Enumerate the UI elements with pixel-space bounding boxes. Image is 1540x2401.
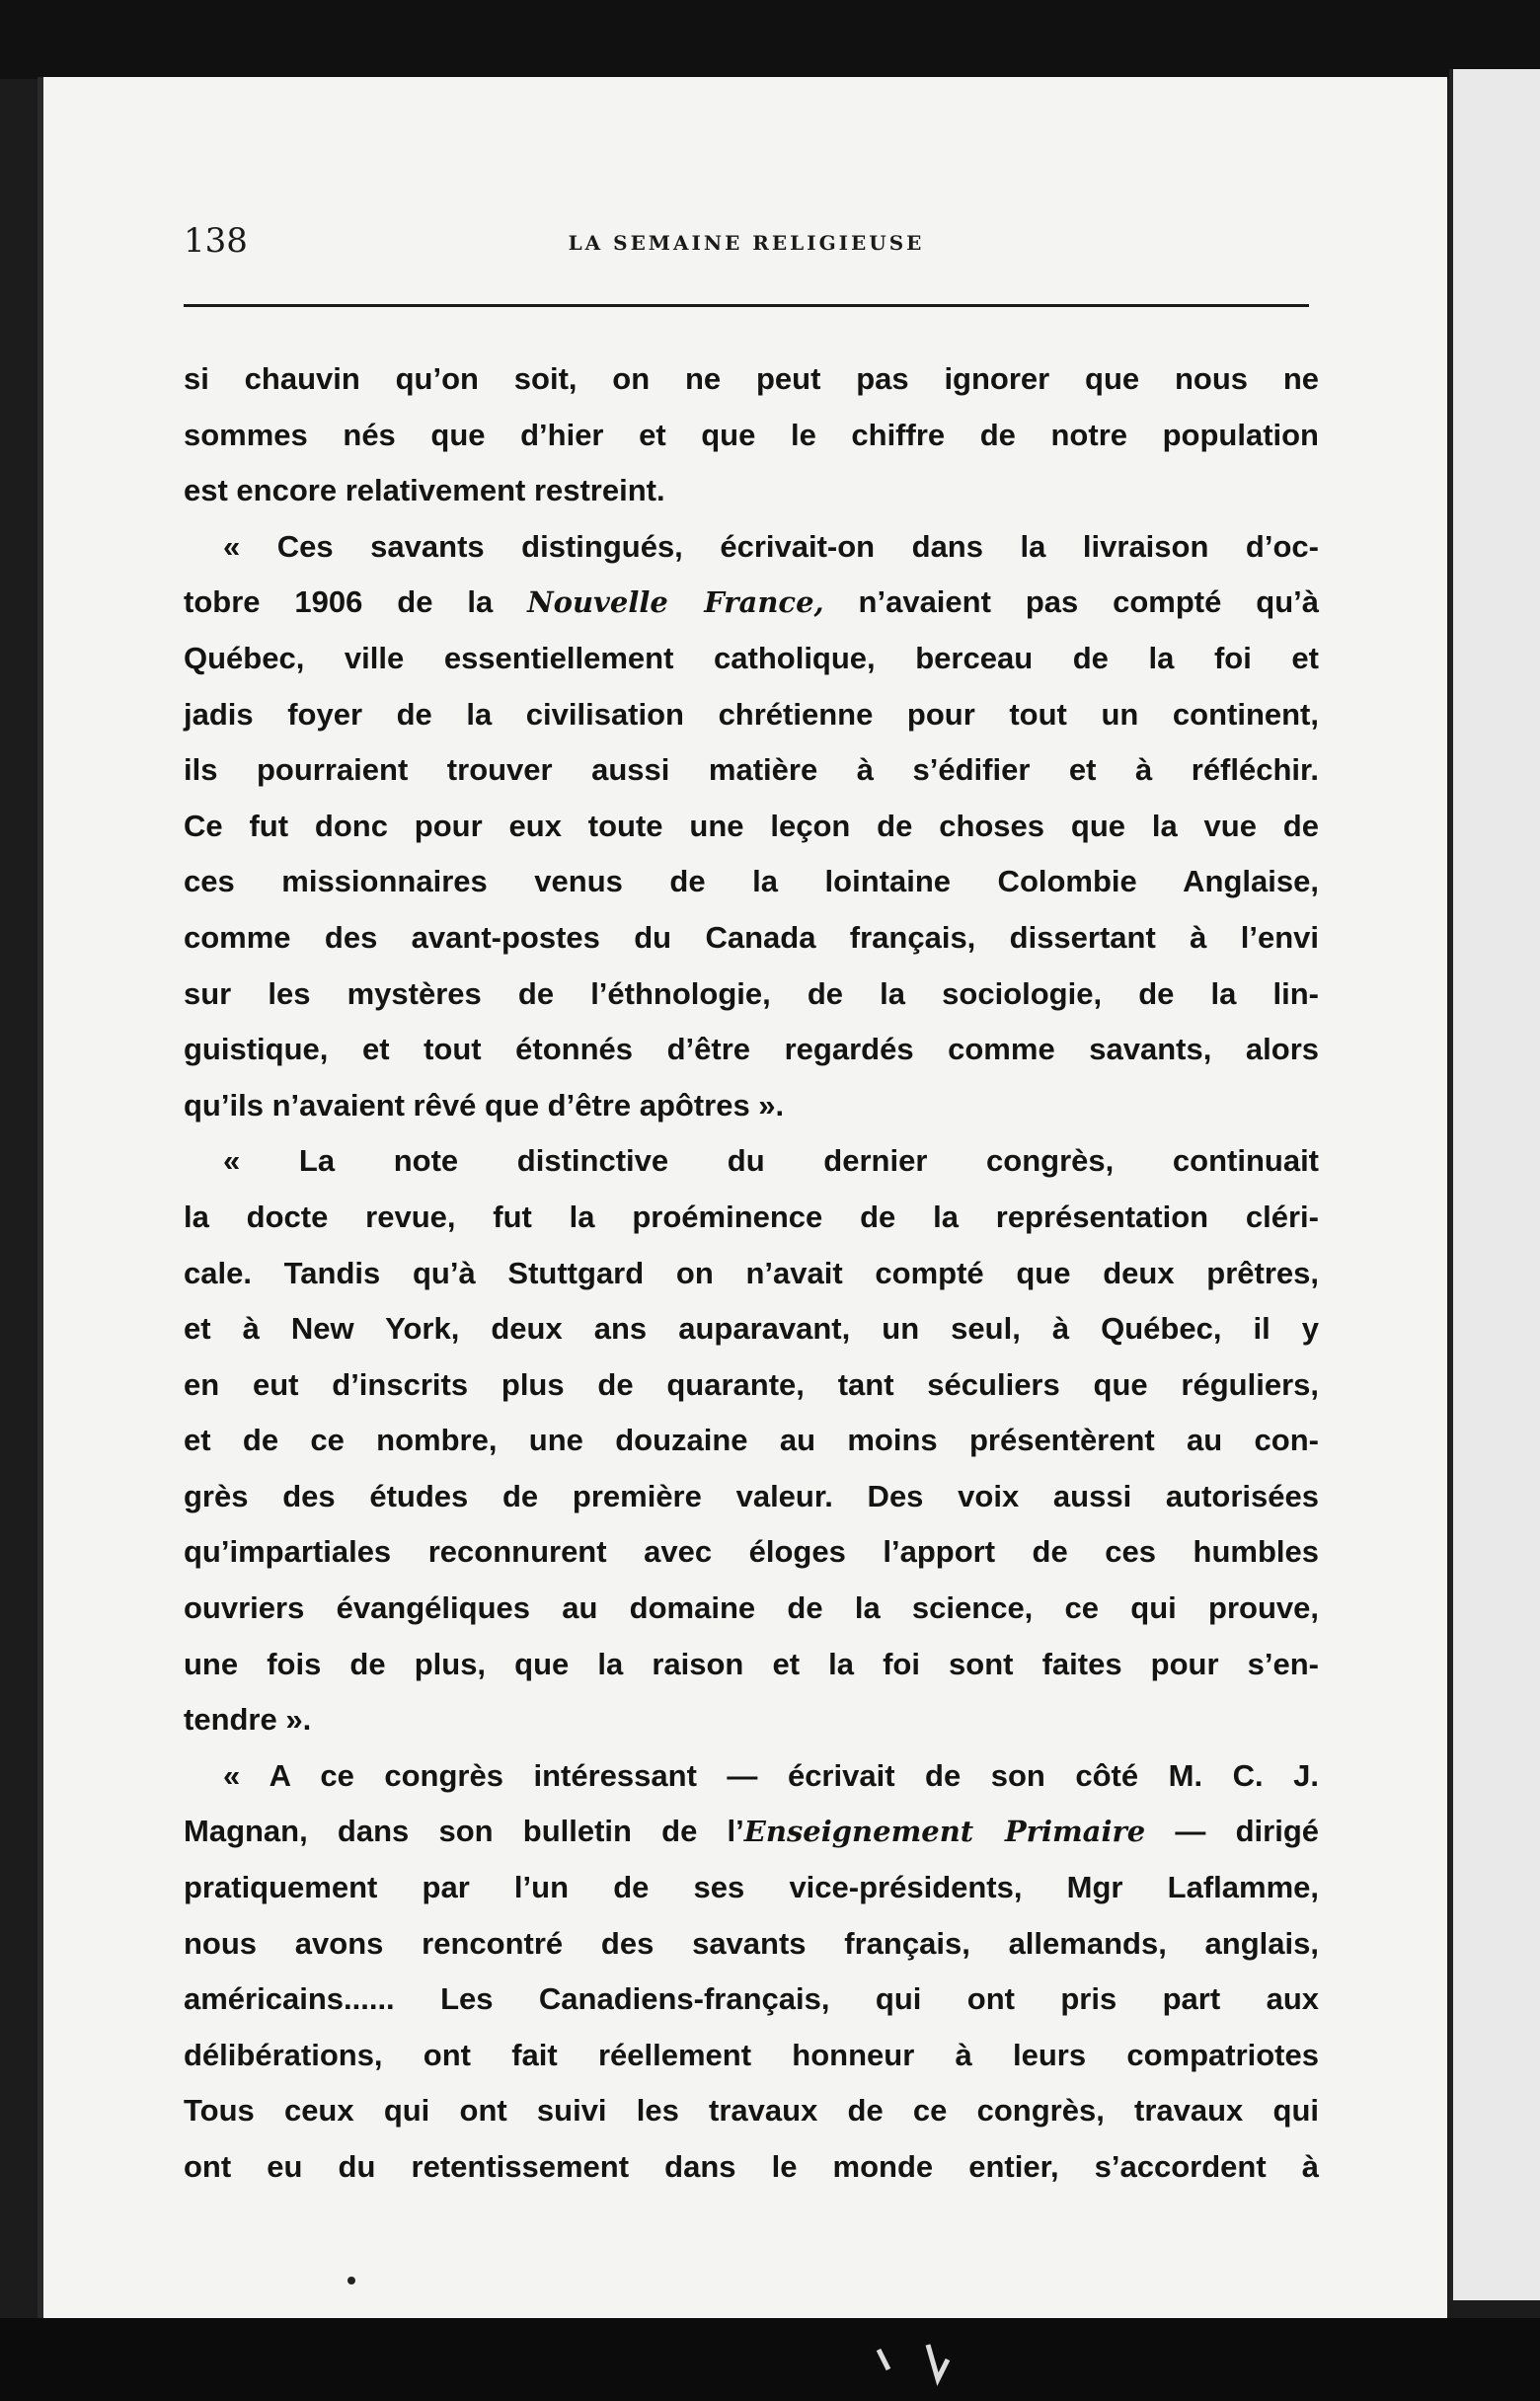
text-line: [184, 1469, 1319, 1525]
text-run: en eut d’inscrits plus de quarante, tant séculiers que réguliers,: [184, 1366, 1319, 1402]
text-run: Magnan, dans son bulletin de l’: [184, 1814, 744, 1849]
text-run: ont eu du retentissement dans le monde entier, s’accordent à: [184, 2149, 1319, 2184]
text-run: « Ces savants distingués, écrivait-on dans la livraison d’oc-: [223, 528, 1319, 564]
text-line: [184, 519, 1319, 576]
text-line: [184, 1301, 1319, 1357]
text-run: américains...... Les Canadiens-français, qui ont pris part aux: [184, 1981, 1319, 2017]
text-line: [184, 1637, 1319, 1693]
text-line: [184, 1972, 1319, 2028]
text-run: « La note distinctive du dernier congrès, continuait: [223, 1143, 1319, 1179]
text-line: [184, 351, 1319, 408]
header-rule: [184, 304, 1309, 307]
text-line: [184, 2028, 1319, 2084]
text-run: sur les mystères de l’éthnologie, de la sociologie, de la lin-: [184, 975, 1319, 1011]
text-run: délibérations, ont fait réellement honneur à leurs compatriotes: [184, 2037, 1319, 2072]
text-line: [184, 1133, 1319, 1190]
text-run: est encore relativement restreint.: [184, 473, 665, 508]
text-line: [184, 631, 1319, 687]
text-run: ouvriers évangéliques au domaine de la science, ce qui prouve,: [184, 1590, 1319, 1626]
text-run: qu’ils n’avaient rêvé que d’être apôtres ».: [184, 1087, 785, 1123]
text-run: et de ce nombre, une douzaine au moins présentèrent au con-: [184, 1423, 1319, 1458]
text-line: [184, 687, 1319, 743]
text-run: si chauvin qu’on soit, on ne peut pas ignorer que nous ne: [184, 361, 1319, 396]
text-line: [184, 742, 1319, 799]
scan-background-top: [0, 0, 1540, 79]
text-line: [184, 1190, 1319, 1246]
text-run: tendre ».: [184, 1702, 312, 1738]
text-run: Ce fut donc pour eux toute une leçon de choses que la vue de: [184, 808, 1319, 843]
text-line: [184, 2139, 1319, 2196]
text-run: la docte revue, fut la proéminence de la représentation cléri-: [184, 1199, 1319, 1234]
text-run: ces missionnaires venus de la lointaine Colombie Anglaise,: [184, 864, 1319, 899]
italic-title: Enseignement Primaire: [743, 1815, 1146, 1849]
text-run: tobre 1906 de la: [184, 584, 528, 620]
text-run: sommes nés que d’hier et que le chiffre de notre population: [184, 417, 1319, 452]
text-line: [184, 2083, 1319, 2139]
text-line: [184, 1916, 1319, 1973]
italic-title: Nouvelle France,: [527, 585, 824, 620]
text-line: [184, 575, 1319, 631]
text-line: [184, 967, 1319, 1023]
text-line: [184, 854, 1319, 910]
text-line: [184, 408, 1319, 464]
text-line: [184, 1524, 1319, 1581]
text-line: [184, 1246, 1319, 1302]
text-line: [184, 799, 1319, 855]
text-run: Québec, ville essentiellement catholique, berceau de la foi et: [184, 640, 1319, 675]
text-run: ils pourraient trouver aussi matière à s’édifier et à réfléchir.: [184, 752, 1319, 788]
text-line: [184, 910, 1319, 967]
text-run: Tous ceux qui ont suivi les travaux de ce congrès, travaux qui: [184, 2093, 1319, 2129]
scan-specks: [869, 2340, 967, 2389]
body-text: [184, 351, 1319, 2196]
text-run: nous avons rencontré des savants français, allemands, anglais,: [184, 1925, 1319, 1961]
scan-background-bottom: [0, 2318, 1540, 2401]
text-line: [184, 1692, 1319, 1748]
text-line: [184, 1357, 1319, 1414]
text-run: comme des avant-postes du Canada français, dissertant à l’envi: [184, 919, 1319, 955]
text-run: n’avaient pas compté qu’à: [823, 584, 1319, 620]
text-line: [184, 1748, 1319, 1805]
text-run: « A ce congrès intéressant — écrivait de son côté M. C. J.: [223, 1757, 1319, 1793]
text-run: guistique, et tout étonnés d’être regardés comme savants, alors: [184, 1032, 1319, 1067]
page-number: 138: [184, 221, 248, 261]
ink-speck: [347, 2277, 355, 2285]
text-line: [184, 463, 1319, 519]
running-title: LA SEMAINE RELIGIEUSE: [568, 231, 925, 255]
text-line: [184, 1078, 1319, 1134]
text-line: [184, 1581, 1319, 1637]
text-line: [184, 1804, 1319, 1860]
page-header: [184, 221, 1309, 280]
text-run: qu’impartiales reconnurent avec éloges l’apport de ces humbles: [184, 1534, 1319, 1570]
text-run: — dirigé: [1145, 1814, 1319, 1849]
text-line: [184, 1860, 1319, 1916]
text-line: [184, 1022, 1319, 1078]
text-line: [184, 1413, 1319, 1469]
text-run: jadis foyer de la civilisation chrétienne pour tout un continent,: [184, 696, 1319, 732]
text-run: une fois de plus, que la raison et la foi sont faites pour s’en-: [184, 1646, 1319, 1681]
text-run: pratiquement par l’un de ses vice-présidents, Mgr Laflamme,: [184, 1870, 1319, 1905]
text-run: cale. Tandis qu’à Stuttgard on n’avait compté que deux prêtres,: [184, 1255, 1319, 1290]
text-run: et à New York, deux ans auparavant, un seul, à Québec, il y: [184, 1311, 1319, 1347]
facing-page-edge: [1449, 69, 1540, 2300]
text-run: grès des études de première valeur. Des voix aussi autorisées: [184, 1478, 1319, 1513]
